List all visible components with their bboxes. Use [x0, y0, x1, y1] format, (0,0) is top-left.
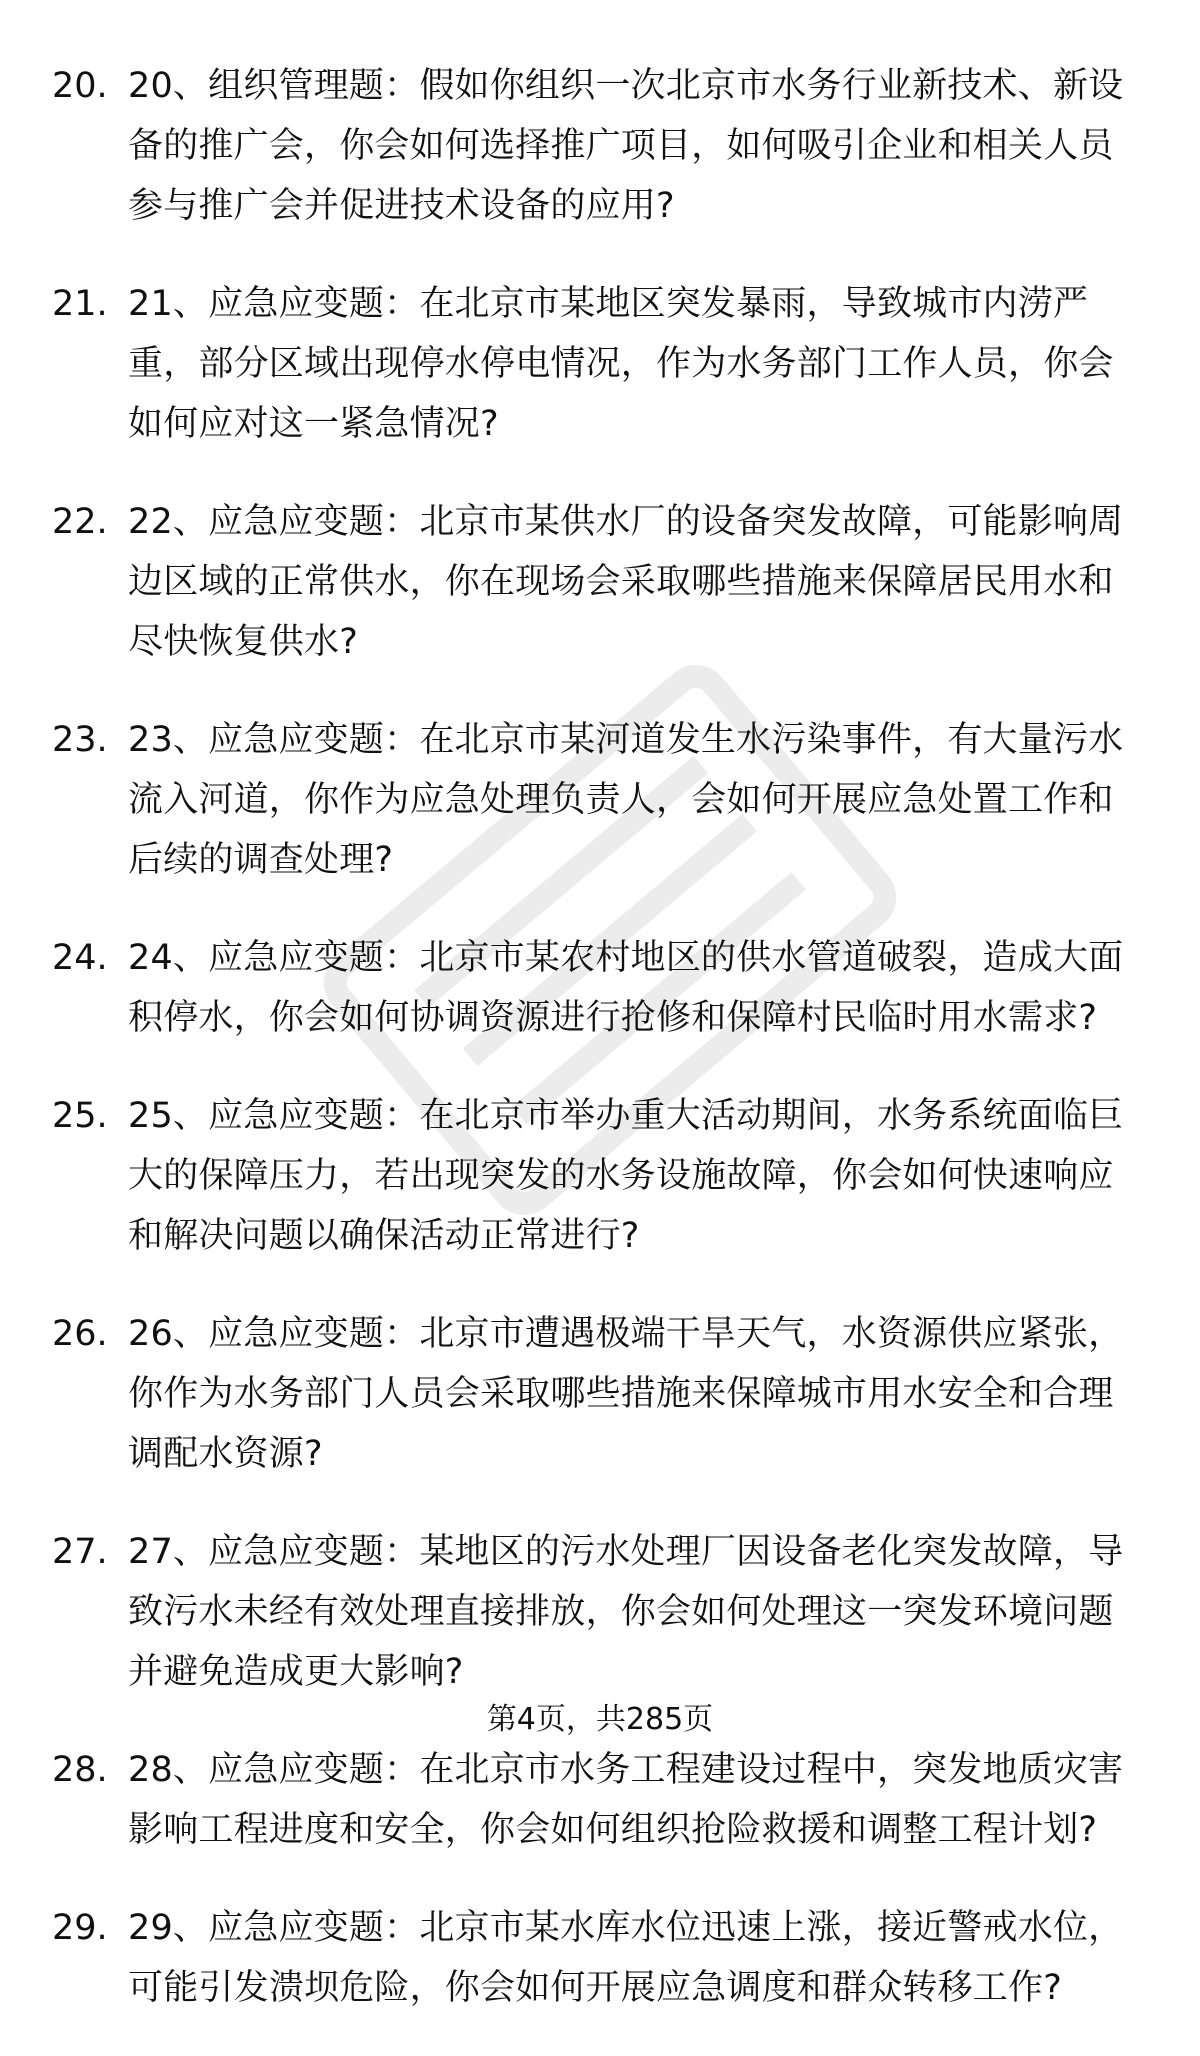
- question-number: 22.: [52, 502, 108, 542]
- question-text: 24、应急应变题：北京市某农村地区的供水管道破裂，造成大面积停水，你会如何协调资源进行抢修和保障村民临时用水需求?: [128, 938, 1124, 1038]
- question-item: [0, 1522, 1200, 1702]
- question-text: 20、组织管理题：假如你组织一次北京市水务行业新技术、新设备的推广会，你会如何选择推广项目，如何吸引企业和相关人员参与推广会并促进技术设备的应用?: [128, 66, 1124, 226]
- question-item: [0, 1740, 1200, 1860]
- question-item: [0, 710, 1200, 890]
- question-number: 29.: [52, 1908, 108, 1948]
- question-item: [0, 274, 1200, 454]
- question-number: 27.: [52, 1532, 108, 1572]
- question-item: [0, 1086, 1200, 1266]
- question-text: 27、应急应变题：某地区的污水处理厂因设备老化突发故障，导致污水未经有效处理直接排放，你会如何处理这一突发环境问题并避免造成更大影响?: [128, 1532, 1124, 1692]
- question-list: [0, 56, 1200, 2056]
- question-text: 25、应急应变题：在北京市举办重大活动期间，水务系统面临巨大的保障压力，若出现突发的水务设施故障，你会如何快速响应和解决问题以确保活动正常进行?: [128, 1096, 1124, 1256]
- page-number-label: 第4页，共285页: [486, 1702, 714, 1737]
- question-number: 28.: [52, 1750, 108, 1790]
- question-number: 23.: [52, 720, 108, 760]
- question-text: 22、应急应变题：北京市某供水厂的设备突发故障，可能影响周边区域的正常供水，你在现场会采取哪些措施来保障居民用水和尽快恢复供水?: [128, 502, 1124, 662]
- question-item: [0, 928, 1200, 1048]
- question-number: 21.: [52, 284, 108, 324]
- question-text: 29、应急应变题：北京市某水库水位迅速上涨，接近警戒水位，可能引发溃坝危险，你会如何开展应急调度和群众转移工作?: [128, 1908, 1124, 2008]
- question-text: 26、应急应变题：北京市遭遇极端干旱天气，水资源供应紧张，你作为水务部门人员会采取哪些措施来保障城市用水安全和合理调配水资源?: [128, 1314, 1124, 1474]
- question-text: 23、应急应变题：在北京市某河道发生水污染事件，有大量污水流入河道，你作为应急处理负责人，会如何开展应急处置工作和后续的调查处理?: [128, 720, 1124, 880]
- question-item: [0, 56, 1200, 236]
- page-footer: [0, 1698, 1200, 1742]
- question-item: [0, 492, 1200, 672]
- question-number: 25.: [52, 1096, 108, 1136]
- question-number: 24.: [52, 938, 108, 978]
- question-text: 21、应急应变题：在北京市某地区突发暴雨，导致城市内涝严重，部分区域出现停水停电情况，作为水务部门工作人员，你会如何应对这一紧急情况?: [128, 284, 1114, 444]
- question-item: [0, 1898, 1200, 2018]
- question-item: [0, 1304, 1200, 1484]
- question-text: 28、应急应变题：在北京市水务工程建设过程中，突发地质灾害影响工程进度和安全，你会如何组织抢险救援和调整工程计划?: [128, 1750, 1124, 1850]
- question-number: 20.: [52, 66, 108, 106]
- question-number: 26.: [52, 1314, 108, 1354]
